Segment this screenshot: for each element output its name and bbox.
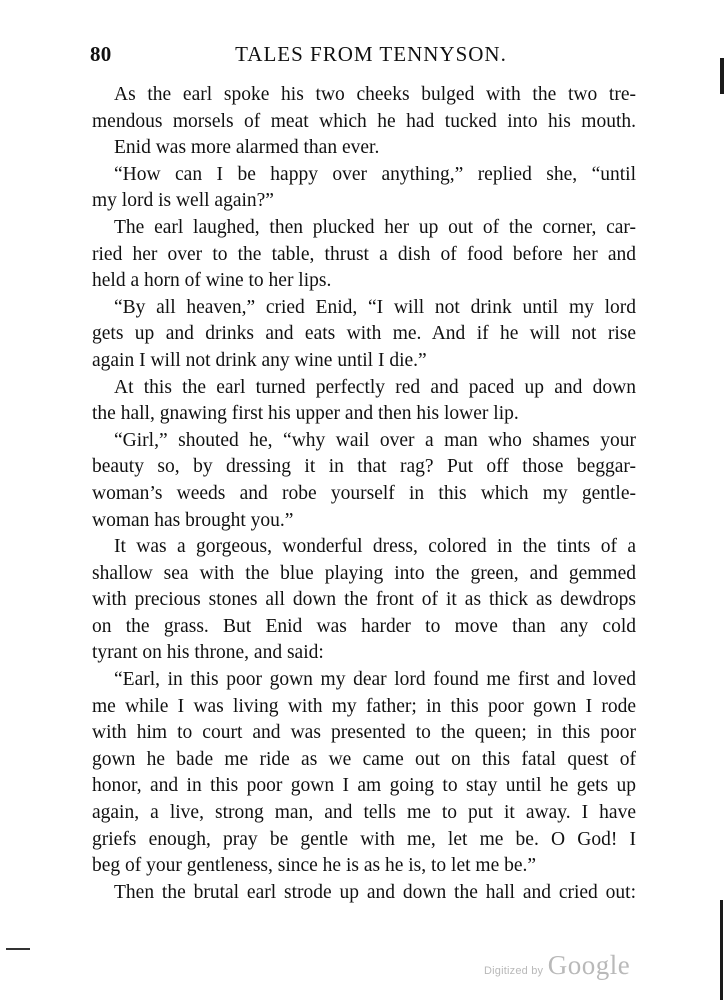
text-line: ried her over to the table, thrust a dish of food before her and	[92, 243, 636, 265]
page-header	[90, 42, 636, 72]
text-line: tyrant on his throne, and said:	[92, 642, 324, 664]
text-line: me while I was living with my father; in this poor gown I rode	[92, 695, 636, 717]
text-line: my lord is well again?”	[92, 190, 274, 212]
text-line: mendous morsels of meat which he had tucked into his mouth.	[92, 110, 636, 132]
text-line: woman’s weeds and robe yourself in this which my gentle-	[92, 482, 636, 504]
text-line: The earl laughed, then plucked her up out of the corner, car-	[114, 216, 636, 238]
text-line: griefs enough, pray be gentle with me, let me be. O God! I	[92, 828, 636, 850]
text-line: again, a live, strong man, and tells me to put it away. I have	[92, 802, 636, 824]
text-line: “Earl, in this poor gown my dear lord found me first and loved	[114, 669, 636, 691]
body-text	[92, 82, 636, 906]
text-line: on the grass. But Enid was harder to move than any cold	[92, 615, 636, 637]
watermark-prefix: Digitized by	[484, 965, 544, 977]
text-line: with precious stones all down the front of it as thick as dewdrops	[92, 589, 636, 611]
page-edge-mark-top	[720, 58, 724, 94]
text-line: “Girl,” shouted he, “why wail over a man who shames your	[114, 429, 636, 451]
text-line: held a horn of wine to her lips.	[92, 270, 332, 292]
text-line: gown he bade me ride as we came out on this fatal quest of	[92, 748, 636, 770]
page-edge-mark-bottom	[720, 900, 723, 1000]
running-head: TALES FROM TENNYSON.	[235, 42, 507, 66]
text-line: woman has brought you.”	[92, 509, 294, 531]
watermark-brand: Google	[547, 950, 631, 980]
text-line: gets up and drinks and eats with me. And if he will not rise	[92, 323, 636, 345]
text-line: It was a gorgeous, wonderful dress, colored in the tints of a	[114, 536, 636, 558]
text-line: honor, and in this poor gown I am going to stay until he gets up	[92, 775, 636, 797]
text-line: shallow sea with the blue playing into the green, and gemmed	[92, 562, 636, 584]
margin-mark	[6, 948, 30, 950]
page-number: 80	[90, 42, 112, 66]
text-line: Then the brutal earl strode up and down the hall and cried out:	[114, 881, 636, 903]
text-line: the hall, gnawing first his upper and then his lower lip.	[92, 403, 519, 425]
text-line: As the earl spoke his two cheeks bulged with the two tre-	[114, 84, 636, 105]
text-line: beg of your gentleness, since he is as he is, to let me be.”	[92, 855, 537, 877]
text-line: “How can I be happy over anything,” replied she, “until	[114, 163, 636, 185]
text-line: beauty so, by dressing it in that rag? Put off those beggar-	[92, 456, 636, 478]
text-line: with him to court and was presented to the queen; in this poor	[92, 722, 636, 744]
text-line: Enid was more alarmed than ever.	[114, 137, 380, 159]
digitized-by-google-watermark	[484, 950, 630, 984]
text-line: again I will not drink any wine until I die.”	[92, 349, 427, 371]
text-line: At this the earl turned perfectly red and paced up and down	[114, 376, 636, 398]
text-line: “By all heaven,” cried Enid, “I will not drink until my lord	[114, 296, 636, 318]
